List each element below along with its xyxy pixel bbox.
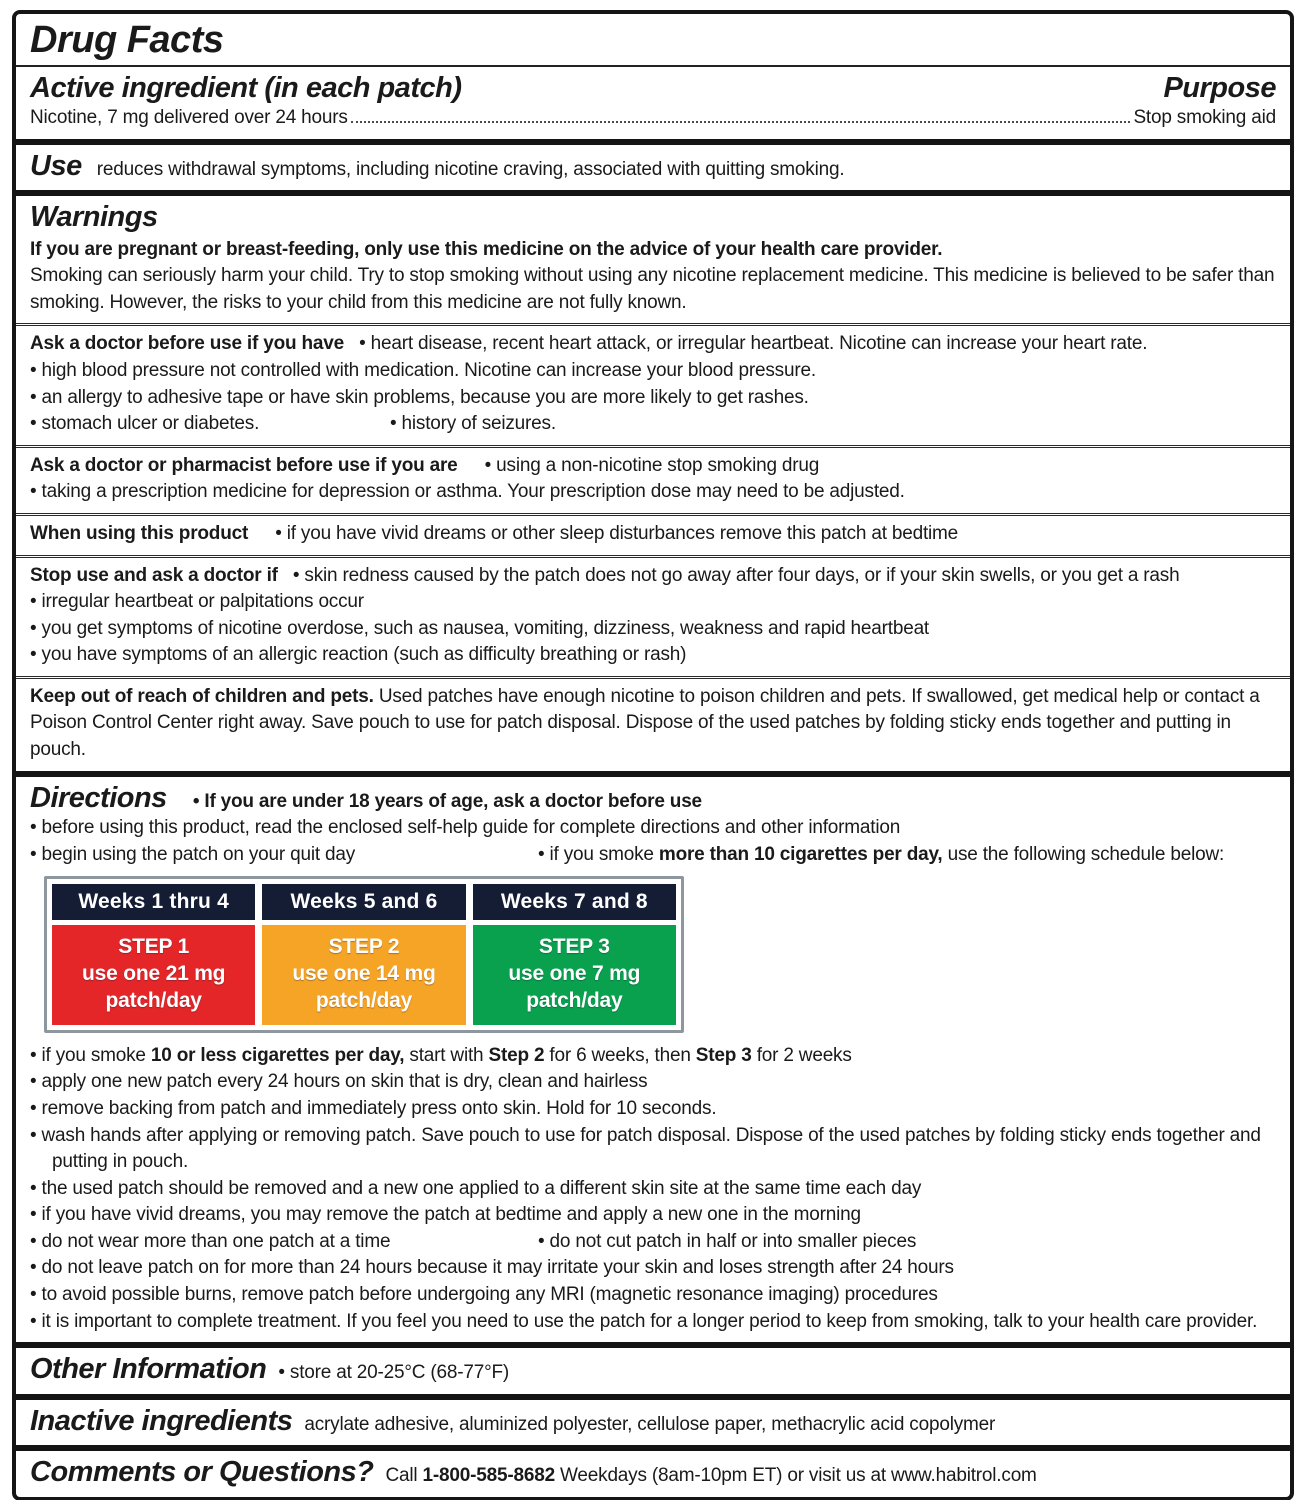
bullet-item: • the used patch should be removed and a new one applied to a different skin site at the same time each day — [30, 1177, 922, 1199]
active-ingredient-heading: Active ingredient (in each patch) — [30, 71, 462, 104]
phone-number: 1-800-585-8682 — [422, 1465, 555, 1487]
active-ingredient-row — [30, 105, 1276, 132]
ask-doctor-lead-item: • heart disease, recent heart attack, or irregular heartbeat. Nicotine can increase your heart rate. — [359, 333, 1148, 355]
bullet-item: • begin using the patch on your quit day — [30, 843, 356, 865]
bullet-item: • irregular heartbeat or palpitations occur — [30, 591, 364, 613]
ask-pharmacist-subsection — [16, 448, 1290, 513]
step-label: STEP 2 — [328, 934, 400, 958]
under-18-notice: • If you are under 18 years of age, ask a doctor before use — [192, 790, 702, 812]
schedule-column-step1 — [52, 884, 255, 1024]
bullet-item: • wash hands after applying or removing patch. Save pouch to use for patch disposal. Dispose of the used patches by folding sticky ends together and putting in pouch. — [30, 1124, 1261, 1173]
step-dose: use one 7 mg — [508, 962, 641, 986]
active-ingredient-section — [16, 67, 1290, 139]
bullet-item: • an allergy to adhesive tape or have skin problems, because you are more likely to get rashes. — [30, 386, 809, 408]
schedule-week-header: Weeks 7 and 8 — [473, 884, 676, 919]
schedule-column-step2 — [262, 884, 465, 1024]
schedule-step1-cell — [52, 925, 255, 1025]
bullet-pair-row — [30, 411, 1276, 438]
dotted-leader — [351, 121, 1131, 123]
ask-pharmacist-lead: Ask a doctor or pharmacist before use if you are — [30, 454, 458, 476]
bullet-item: • do not leave patch on for more than 24 hours because it may irritate your skin and loses strength after 24 hours — [30, 1257, 954, 1279]
directions-heading: Directions — [30, 781, 167, 814]
schedule-week-header: Weeks 1 thru 4 — [52, 884, 255, 919]
other-information-section — [16, 1348, 1290, 1394]
step-label: STEP 1 — [118, 934, 190, 958]
ingredient-name: Nicotine, 7 mg delivered over 24 hours — [30, 107, 348, 129]
keep-out-text: Used patches have enough nicotine to poison children and pets. If swallowed, get medical help or contact a Poison Control Center right away. Save pouch to use for patch disposal. Dispose of the used patches by folding sticky ends together and putting in pouch. — [30, 685, 1260, 761]
schedule-week-header: Weeks 5 and 6 — [262, 884, 465, 919]
drug-facts-label — [12, 10, 1294, 1500]
directions-section — [16, 777, 1290, 1343]
stop-use-subsection — [16, 558, 1290, 676]
quit-day-row — [30, 842, 1276, 869]
dosing-schedule-table — [44, 876, 684, 1032]
use-text: reduces withdrawal symptoms, including nicotine craving, associated with quitting smoking. — [96, 158, 845, 180]
bullet-item: • do not cut patch in half or into smaller pieces — [538, 1230, 917, 1252]
schedule-step3-cell — [473, 925, 676, 1025]
use-section — [16, 145, 1290, 191]
bullet-item: • apply one new patch every 24 hours on skin that is dry, clean and hairless — [30, 1071, 648, 1093]
pregnancy-warning-text: Smoking can seriously harm your child. Try to stop smoking without using any nicotine replacement medicine. This medicine is believed to be safer than smoking. However, the risks to your child from this medicine are not fully known. — [30, 265, 1275, 313]
stop-use-lead: Stop use and ask a doctor if — [30, 564, 278, 586]
ask-pharmacist-lead-item: • using a non-nicotine stop smoking drug — [484, 454, 820, 476]
directions-heading-row — [30, 782, 1276, 816]
bullet-item: • remove backing from patch and immediately press onto skin. Hold for 10 seconds. — [30, 1097, 717, 1119]
schedule-step2-cell — [262, 925, 465, 1025]
when-using-lead: When using this product — [30, 522, 249, 544]
bullet-item: • if you smoke 10 or less cigarettes per day, start with Step 2 for 6 weeks, then Step 3 for 2 weeks — [30, 1044, 852, 1066]
comments-heading: Comments or Questions? — [30, 1456, 374, 1489]
purpose-heading: Purpose — [1163, 71, 1276, 104]
ask-doctor-lead: Ask a doctor before use if you have — [30, 333, 344, 355]
inactive-ingredients-heading: Inactive ingredients — [30, 1404, 293, 1437]
page-title: Drug Facts — [30, 19, 224, 61]
bullet-item: • do not wear more than one patch at a time — [30, 1230, 391, 1252]
pregnancy-warning-bold: If you are pregnant or breast-feeding, only use this medicine on the advice of your health care provider. — [30, 238, 943, 260]
bullet-item: • history of seizures. — [390, 413, 556, 435]
comments-section — [16, 1451, 1290, 1497]
when-using-lead-line — [30, 521, 1276, 548]
step-dose: use one 21 mg — [82, 962, 226, 986]
ask-doctor-subsection — [16, 326, 1290, 444]
when-using-lead-item: • if you have vivid dreams or other sleep disturbances remove this patch at bedtime — [275, 522, 959, 544]
bullet-item: • if you smoke more than 10 cigarettes per day, use the following schedule below: — [538, 843, 1225, 865]
warnings-heading: Warnings — [30, 201, 158, 234]
ask-pharmacist-lead-line — [30, 453, 1276, 480]
keep-out-subsection — [16, 679, 1290, 771]
keep-out-lead: Keep out of reach of children and pets. — [30, 685, 374, 707]
bullet-item: • stomach ulcer or diabetes. — [30, 413, 260, 435]
purpose-value: Stop smoking aid — [1133, 107, 1276, 129]
when-using-subsection — [16, 516, 1290, 555]
use-heading: Use — [30, 149, 82, 182]
other-information-heading: Other Information — [30, 1353, 267, 1386]
bullet-item: • high blood pressure not controlled with medication. Nicotine can increase your blood pressure. — [30, 359, 816, 381]
bullet-item: • it is important to complete treatment. If you feel you need to use the patch for a longer period to keep from smoking, talk to your health care provider. — [30, 1310, 1258, 1332]
stop-use-lead-item: • skin redness caused by the patch does not go away after four days, or if your skin swells, or you get a rash — [292, 564, 1180, 586]
warnings-section — [16, 196, 1290, 323]
step-dose: use one 14 mg — [292, 962, 436, 986]
storage-instructions: • store at 20-25°C (68-77°F) — [278, 1362, 510, 1384]
bullet-item: • if you have vivid dreams, you may remove the patch at bedtime and apply a new one in the morning — [30, 1204, 861, 1226]
step-frequency: patch/day — [315, 989, 413, 1013]
contact-info: Call 1-800-585-8682 Weekdays (8am-10pm ET) or visit us at www.habitrol.com — [385, 1465, 1037, 1487]
inactive-ingredients-section — [16, 1400, 1290, 1446]
ask-doctor-lead-line — [30, 331, 1276, 358]
step-frequency: patch/day — [105, 989, 202, 1013]
bullet-item: • before using this product, read the enclosed self-help guide for complete directions and other information — [30, 817, 901, 839]
bullet-item: • you get symptoms of nicotine overdose, such as nausea, vomiting, dizziness, weakness and rapid heartbeat — [30, 617, 930, 639]
bullet-item: • you have symptoms of an allergic reaction (such as difficulty breathing or rash) — [30, 644, 687, 666]
bullet-pair-row — [30, 1229, 1276, 1256]
bullet-item: • to avoid possible burns, remove patch before undergoing any MRI (magnetic resonance imaging) procedures — [30, 1284, 938, 1306]
step-frequency: patch/day — [526, 989, 623, 1013]
step-label: STEP 3 — [538, 934, 610, 958]
bullet-item: • taking a prescription medicine for depression or asthma. Your prescription dose may need to be adjusted. — [30, 481, 905, 503]
inactive-ingredients-list: acrylate adhesive, aluminized polyester, cellulose paper, methacrylic acid copolymer — [304, 1413, 996, 1435]
schedule-column-step3 — [473, 884, 676, 1024]
drug-facts-header — [16, 14, 1290, 67]
stop-use-lead-line — [30, 563, 1276, 590]
